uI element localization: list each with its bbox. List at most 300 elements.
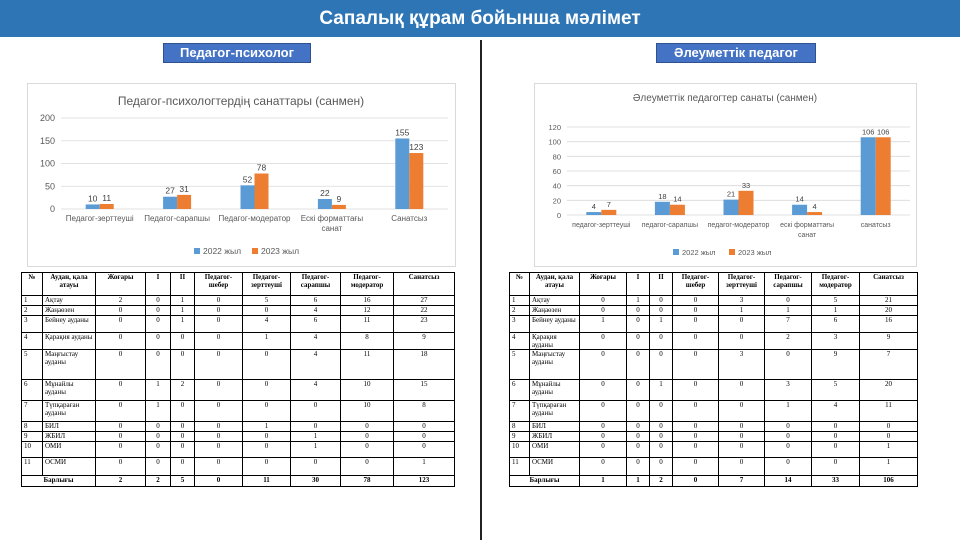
total-value-cell: 7 bbox=[719, 476, 765, 487]
value-cell: 0 bbox=[341, 432, 394, 442]
left-y-tick-label: 50 bbox=[44, 181, 55, 192]
value-cell: 1 bbox=[812, 306, 860, 316]
value-cell: 7 bbox=[860, 350, 918, 380]
right-category-label: ескі форматтағы bbox=[780, 222, 835, 229]
value-cell: 0 bbox=[96, 442, 146, 458]
right-bar-series1 bbox=[655, 202, 670, 215]
left-y-tick-label: 0 bbox=[49, 204, 55, 214]
left-data-label: 123 bbox=[409, 142, 424, 153]
row-number-cell: 2 bbox=[510, 306, 530, 316]
value-cell: 3 bbox=[719, 350, 765, 380]
value-cell: 9 bbox=[394, 333, 455, 350]
right-bar-series2 bbox=[670, 205, 685, 215]
total-value-cell: 0 bbox=[673, 476, 719, 487]
district-name-cell: Түпқараған ауданы bbox=[530, 401, 580, 422]
value-cell: 6 bbox=[291, 296, 341, 306]
value-cell: 0 bbox=[580, 296, 627, 306]
table-row bbox=[22, 316, 455, 333]
left-header-cell: Педагог-сарапшы bbox=[291, 273, 341, 296]
left-header-cell: Педагог-шебер bbox=[195, 273, 243, 296]
value-cell: 0 bbox=[650, 422, 673, 432]
district-name-cell: Маңғыстау ауданы bbox=[530, 350, 580, 380]
value-cell: 0 bbox=[580, 422, 627, 432]
total-value-cell: 2 bbox=[146, 476, 171, 487]
table-row bbox=[510, 306, 918, 316]
district-name-cell: Қарақия ауданы bbox=[530, 333, 580, 350]
total-label-cell: Барлығы bbox=[22, 476, 96, 487]
right-bar-series2 bbox=[876, 137, 891, 215]
right-table-header bbox=[510, 273, 918, 296]
district-name-cell: ЖБИЛ bbox=[530, 432, 580, 442]
value-cell: 4 bbox=[812, 401, 860, 422]
right-header-cell: Педагог-зерттеуші bbox=[719, 273, 765, 296]
value-cell: 0 bbox=[243, 380, 291, 401]
left-section-label: Педагог-психолог bbox=[163, 43, 311, 63]
value-cell: 21 bbox=[860, 296, 918, 306]
value-cell: 16 bbox=[341, 296, 394, 306]
value-cell: 0 bbox=[291, 422, 341, 432]
total-row bbox=[22, 476, 455, 487]
value-cell: 0 bbox=[195, 333, 243, 350]
left-legend-label: 2023 жыл bbox=[261, 246, 300, 256]
table-row bbox=[22, 401, 455, 422]
right-header-cell: Санатсыз bbox=[860, 273, 918, 296]
value-cell: 0 bbox=[673, 401, 719, 422]
district-name-cell: Бейнеу ауданы bbox=[530, 316, 580, 333]
value-cell: 0 bbox=[812, 458, 860, 476]
left-chart bbox=[27, 83, 456, 267]
value-cell: 0 bbox=[96, 380, 146, 401]
left-header-cell: II bbox=[171, 273, 195, 296]
total-value-cell: 78 bbox=[341, 476, 394, 487]
value-cell: 0 bbox=[291, 458, 341, 476]
value-cell: 0 bbox=[719, 401, 765, 422]
value-cell: 0 bbox=[171, 401, 195, 422]
value-cell: 4 bbox=[243, 316, 291, 333]
value-cell: 0 bbox=[146, 296, 171, 306]
value-cell: 0 bbox=[719, 432, 765, 442]
value-cell: 1 bbox=[627, 296, 650, 306]
value-cell: 11 bbox=[341, 316, 394, 333]
right-table bbox=[509, 272, 918, 487]
value-cell: 0 bbox=[580, 306, 627, 316]
right-data-label: 4 bbox=[591, 202, 596, 212]
row-number-cell: 5 bbox=[510, 350, 530, 380]
value-cell: 0 bbox=[765, 458, 812, 476]
value-cell: 0 bbox=[195, 306, 243, 316]
district-name-cell: ЖБИЛ bbox=[43, 432, 96, 442]
value-cell: 0 bbox=[765, 422, 812, 432]
value-cell: 0 bbox=[650, 442, 673, 458]
right-bar-series1 bbox=[724, 200, 739, 215]
right-category-label: педагог-зерттеуші bbox=[572, 222, 631, 229]
total-label-cell: Барлығы bbox=[510, 476, 580, 487]
left-table-body bbox=[22, 296, 455, 487]
value-cell: 1 bbox=[580, 316, 627, 333]
right-data-label: 18 bbox=[658, 191, 667, 201]
value-cell: 0 bbox=[627, 333, 650, 350]
left-bar-series1 bbox=[241, 185, 255, 209]
left-bar-series1 bbox=[86, 204, 100, 209]
value-cell: 0 bbox=[627, 432, 650, 442]
row-number-cell: 5 bbox=[22, 350, 43, 380]
value-cell: 0 bbox=[650, 350, 673, 380]
value-cell: 0 bbox=[195, 401, 243, 422]
right-bar-series1 bbox=[792, 205, 807, 215]
value-cell: 1 bbox=[171, 296, 195, 306]
left-table bbox=[21, 272, 455, 487]
value-cell: 0 bbox=[673, 432, 719, 442]
value-cell: 1 bbox=[860, 458, 918, 476]
left-header-cell: Жоғары bbox=[96, 273, 146, 296]
right-data-label: 106 bbox=[876, 127, 890, 137]
table-row bbox=[22, 380, 455, 401]
column-divider bbox=[480, 40, 482, 540]
value-cell: 9 bbox=[812, 350, 860, 380]
value-cell: 7 bbox=[765, 316, 812, 333]
table-row bbox=[22, 422, 455, 432]
district-name-cell: Бейнеу ауданы bbox=[43, 316, 96, 333]
right-header-cell: Аудан, қала атауы bbox=[530, 273, 580, 296]
value-cell: 3 bbox=[765, 380, 812, 401]
value-cell: 3 bbox=[719, 296, 765, 306]
value-cell: 0 bbox=[673, 442, 719, 458]
right-chart-title: Әлеуметтік педагогтер санаты (санмен) bbox=[632, 93, 818, 104]
value-cell: 4 bbox=[291, 333, 341, 350]
value-cell: 0 bbox=[96, 350, 146, 380]
left-bar-series2 bbox=[177, 195, 191, 209]
value-cell: 0 bbox=[580, 442, 627, 458]
value-cell: 0 bbox=[650, 306, 673, 316]
table-row bbox=[510, 401, 918, 422]
total-value-cell: 0 bbox=[195, 476, 243, 487]
table-row bbox=[510, 380, 918, 401]
value-cell: 0 bbox=[812, 432, 860, 442]
right-legend-swatch bbox=[729, 249, 735, 255]
total-value-cell: 1 bbox=[580, 476, 627, 487]
value-cell: 1 bbox=[171, 306, 195, 316]
row-number-cell: 10 bbox=[510, 442, 530, 458]
value-cell: 0 bbox=[650, 432, 673, 442]
right-bar-series2 bbox=[601, 210, 616, 215]
right-legend-swatch bbox=[673, 249, 679, 255]
value-cell: 1 bbox=[291, 432, 341, 442]
district-name-cell: Мұнайлы ауданы bbox=[530, 380, 580, 401]
value-cell: 0 bbox=[243, 306, 291, 316]
table-row bbox=[510, 458, 918, 476]
left-legend-swatch bbox=[194, 248, 200, 254]
left-bar-series1 bbox=[163, 197, 177, 209]
value-cell: 0 bbox=[860, 422, 918, 432]
value-cell: 0 bbox=[627, 316, 650, 333]
value-cell: 0 bbox=[673, 350, 719, 380]
left-data-label: 9 bbox=[336, 193, 342, 204]
value-cell: 0 bbox=[580, 458, 627, 476]
left-legend-swatch bbox=[252, 248, 258, 254]
value-cell: 11 bbox=[860, 401, 918, 422]
table-row bbox=[510, 432, 918, 442]
right-data-label: 33 bbox=[741, 180, 751, 190]
table-row bbox=[510, 350, 918, 380]
value-cell: 0 bbox=[146, 350, 171, 380]
value-cell: 2 bbox=[96, 296, 146, 306]
right-header-cell: Педагог-шебер bbox=[673, 273, 719, 296]
row-number-cell: 11 bbox=[510, 458, 530, 476]
value-cell: 0 bbox=[195, 316, 243, 333]
district-name-cell: БИЛ bbox=[530, 422, 580, 432]
value-cell: 4 bbox=[291, 350, 341, 380]
value-cell: 0 bbox=[171, 422, 195, 432]
right-data-label: 21 bbox=[726, 189, 736, 199]
value-cell: 4 bbox=[291, 306, 341, 316]
value-cell: 3 bbox=[812, 333, 860, 350]
value-cell: 0 bbox=[394, 432, 455, 442]
table-row bbox=[510, 333, 918, 350]
value-cell: 16 bbox=[860, 316, 918, 333]
table-row bbox=[22, 432, 455, 442]
right-header-cell: Педагог-сарапшы bbox=[765, 273, 812, 296]
value-cell: 0 bbox=[146, 458, 171, 476]
value-cell: 0 bbox=[291, 401, 341, 422]
right-y-tick-label: 60 bbox=[552, 167, 561, 176]
value-cell: 0 bbox=[195, 442, 243, 458]
right-y-tick-label: 120 bbox=[548, 123, 561, 132]
value-cell: 0 bbox=[765, 350, 812, 380]
right-y-tick-label: 0 bbox=[556, 211, 561, 220]
district-name-cell: Маңғыстау ауданы bbox=[43, 350, 96, 380]
district-name-cell: ОСМИ bbox=[43, 458, 96, 476]
value-cell: 0 bbox=[765, 442, 812, 458]
left-data-label: 52 bbox=[242, 174, 253, 185]
row-number-cell: 9 bbox=[510, 432, 530, 442]
value-cell: 0 bbox=[96, 401, 146, 422]
value-cell: 0 bbox=[195, 422, 243, 432]
value-cell: 22 bbox=[394, 306, 455, 316]
left-header-cell: Санатсыз bbox=[394, 273, 455, 296]
value-cell: 8 bbox=[341, 333, 394, 350]
row-number-cell: 3 bbox=[510, 316, 530, 333]
right-legend-label: 2023 жыл bbox=[738, 248, 772, 257]
value-cell: 23 bbox=[394, 316, 455, 333]
value-cell: 0 bbox=[171, 333, 195, 350]
total-value-cell: 30 bbox=[291, 476, 341, 487]
value-cell: 0 bbox=[146, 422, 171, 432]
value-cell: 18 bbox=[394, 350, 455, 380]
value-cell: 0 bbox=[394, 442, 455, 458]
value-cell: 0 bbox=[673, 316, 719, 333]
left-y-tick-label: 100 bbox=[39, 158, 55, 169]
left-data-label: 11 bbox=[102, 192, 112, 203]
left-data-label: 27 bbox=[165, 185, 175, 196]
right-y-tick-label: 100 bbox=[548, 137, 561, 147]
value-cell: 0 bbox=[627, 422, 650, 432]
left-bar-series1 bbox=[318, 199, 332, 209]
right-header-cell: I bbox=[627, 273, 650, 296]
value-cell: 0 bbox=[171, 442, 195, 458]
left-header-cell: I bbox=[146, 273, 171, 296]
value-cell: 5 bbox=[812, 380, 860, 401]
value-cell: 1 bbox=[243, 333, 291, 350]
value-cell: 1 bbox=[765, 401, 812, 422]
total-value-cell: 123 bbox=[394, 476, 455, 487]
left-data-label: 10 bbox=[87, 193, 98, 204]
row-number-cell: 8 bbox=[510, 422, 530, 432]
value-cell: 0 bbox=[765, 296, 812, 306]
right-y-tick-label: 80 bbox=[552, 152, 561, 162]
value-cell: 4 bbox=[291, 380, 341, 401]
value-cell: 0 bbox=[673, 380, 719, 401]
value-cell: 20 bbox=[860, 380, 918, 401]
value-cell: 12 bbox=[341, 306, 394, 316]
value-cell: 5 bbox=[812, 296, 860, 306]
district-name-cell: БИЛ bbox=[43, 422, 96, 432]
value-cell: 0 bbox=[243, 442, 291, 458]
value-cell: 2 bbox=[171, 380, 195, 401]
left-legend-label: 2022 жыл bbox=[203, 246, 242, 256]
right-chart bbox=[534, 83, 917, 267]
right-header-cell: Жоғары bbox=[580, 273, 627, 296]
right-header-cell: Педагог-модератор bbox=[812, 273, 860, 296]
row-number-cell: 4 bbox=[510, 333, 530, 350]
value-cell: 10 bbox=[341, 380, 394, 401]
value-cell: 0 bbox=[341, 422, 394, 432]
value-cell: 0 bbox=[195, 350, 243, 380]
value-cell: 0 bbox=[146, 306, 171, 316]
left-header-cell: № bbox=[22, 273, 43, 296]
value-cell: 0 bbox=[719, 380, 765, 401]
value-cell: 0 bbox=[627, 380, 650, 401]
row-number-cell: 6 bbox=[510, 380, 530, 401]
value-cell: 0 bbox=[146, 442, 171, 458]
value-cell: 0 bbox=[394, 422, 455, 432]
value-cell: 0 bbox=[580, 432, 627, 442]
value-cell: 0 bbox=[650, 296, 673, 306]
left-header-cell: Аудан, қала атауы bbox=[43, 273, 96, 296]
left-bar-series2 bbox=[255, 174, 269, 209]
value-cell: 1 bbox=[650, 316, 673, 333]
value-cell: 0 bbox=[650, 458, 673, 476]
value-cell: 2 bbox=[765, 333, 812, 350]
right-section-label: Әлеуметтік педагог bbox=[656, 43, 816, 63]
value-cell: 0 bbox=[580, 380, 627, 401]
value-cell: 0 bbox=[765, 432, 812, 442]
district-name-cell: Мұнайлы ауданы bbox=[43, 380, 96, 401]
row-number-cell: 3 bbox=[22, 316, 43, 333]
value-cell: 1 bbox=[765, 306, 812, 316]
right-data-label: 14 bbox=[673, 194, 682, 204]
district-name-cell: ОМИ bbox=[530, 442, 580, 458]
right-header-cell: II bbox=[650, 273, 673, 296]
right-header-cell: № bbox=[510, 273, 530, 296]
left-category-label: Педагог-сарапшы bbox=[144, 214, 210, 223]
left-category-label: санат bbox=[321, 224, 343, 233]
value-cell: 0 bbox=[146, 316, 171, 333]
total-value-cell: 2 bbox=[650, 476, 673, 487]
right-bar-series1 bbox=[586, 212, 601, 215]
left-category-label: Педагог-зерттеуші bbox=[65, 214, 134, 223]
value-cell: 0 bbox=[146, 333, 171, 350]
value-cell: 0 bbox=[673, 422, 719, 432]
value-cell: 0 bbox=[580, 333, 627, 350]
left-table-header bbox=[22, 273, 455, 296]
value-cell: 1 bbox=[860, 442, 918, 458]
value-cell: 0 bbox=[627, 401, 650, 422]
row-number-cell: 9 bbox=[22, 432, 43, 442]
table-row bbox=[510, 296, 918, 306]
total-value-cell: 14 bbox=[765, 476, 812, 487]
value-cell: 0 bbox=[650, 401, 673, 422]
left-data-label: 155 bbox=[395, 127, 410, 138]
value-cell: 0 bbox=[341, 458, 394, 476]
total-value-cell: 5 bbox=[171, 476, 195, 487]
table-row bbox=[22, 333, 455, 350]
table-row bbox=[510, 442, 918, 458]
row-number-cell: 6 bbox=[22, 380, 43, 401]
value-cell: 0 bbox=[96, 432, 146, 442]
left-header-cell: Педагог-зерттеуші bbox=[243, 273, 291, 296]
left-category-label: Санатсыз bbox=[391, 214, 428, 223]
value-cell: 9 bbox=[860, 333, 918, 350]
district-name-cell: ОСМИ bbox=[530, 458, 580, 476]
left-data-label: 22 bbox=[320, 187, 330, 198]
row-number-cell: 2 bbox=[22, 306, 43, 316]
value-cell: 0 bbox=[673, 333, 719, 350]
right-table-body bbox=[510, 296, 918, 487]
row-number-cell: 4 bbox=[22, 333, 43, 350]
total-row bbox=[510, 476, 918, 487]
value-cell: 0 bbox=[719, 333, 765, 350]
row-number-cell: 10 bbox=[22, 442, 43, 458]
table-row bbox=[22, 350, 455, 380]
right-data-label: 4 bbox=[812, 202, 817, 212]
row-number-cell: 11 bbox=[22, 458, 43, 476]
value-cell: 0 bbox=[627, 458, 650, 476]
row-number-cell: 7 bbox=[510, 401, 530, 422]
value-cell: 0 bbox=[627, 306, 650, 316]
value-cell: 8 bbox=[394, 401, 455, 422]
value-cell: 11 bbox=[341, 350, 394, 380]
right-data-label: 7 bbox=[606, 199, 611, 209]
right-category-label: педагог-сарапшы bbox=[641, 222, 699, 229]
district-name-cell: Түпқараған ауданы bbox=[43, 401, 96, 422]
value-cell: 15 bbox=[394, 380, 455, 401]
value-cell: 0 bbox=[96, 316, 146, 333]
value-cell: 10 bbox=[341, 401, 394, 422]
value-cell: 0 bbox=[812, 422, 860, 432]
district-name-cell: ОМИ bbox=[43, 442, 96, 458]
value-cell: 0 bbox=[719, 458, 765, 476]
table-row bbox=[510, 422, 918, 432]
right-bar-series1 bbox=[861, 137, 876, 215]
row-number-cell: 7 bbox=[22, 401, 43, 422]
value-cell: 1 bbox=[146, 401, 171, 422]
right-legend-label: 2022 жыл bbox=[682, 248, 716, 257]
value-cell: 0 bbox=[812, 442, 860, 458]
value-cell: 0 bbox=[650, 333, 673, 350]
value-cell: 6 bbox=[812, 316, 860, 333]
value-cell: 0 bbox=[195, 380, 243, 401]
left-y-tick-label: 150 bbox=[39, 135, 55, 146]
value-cell: 0 bbox=[243, 458, 291, 476]
value-cell: 0 bbox=[673, 306, 719, 316]
value-cell: 0 bbox=[96, 422, 146, 432]
value-cell: 0 bbox=[627, 350, 650, 380]
value-cell: 0 bbox=[171, 350, 195, 380]
total-value-cell: 1 bbox=[627, 476, 650, 487]
row-number-cell: 1 bbox=[22, 296, 43, 306]
value-cell: 0 bbox=[171, 432, 195, 442]
left-category-label: Педагог-модератор bbox=[218, 214, 291, 223]
